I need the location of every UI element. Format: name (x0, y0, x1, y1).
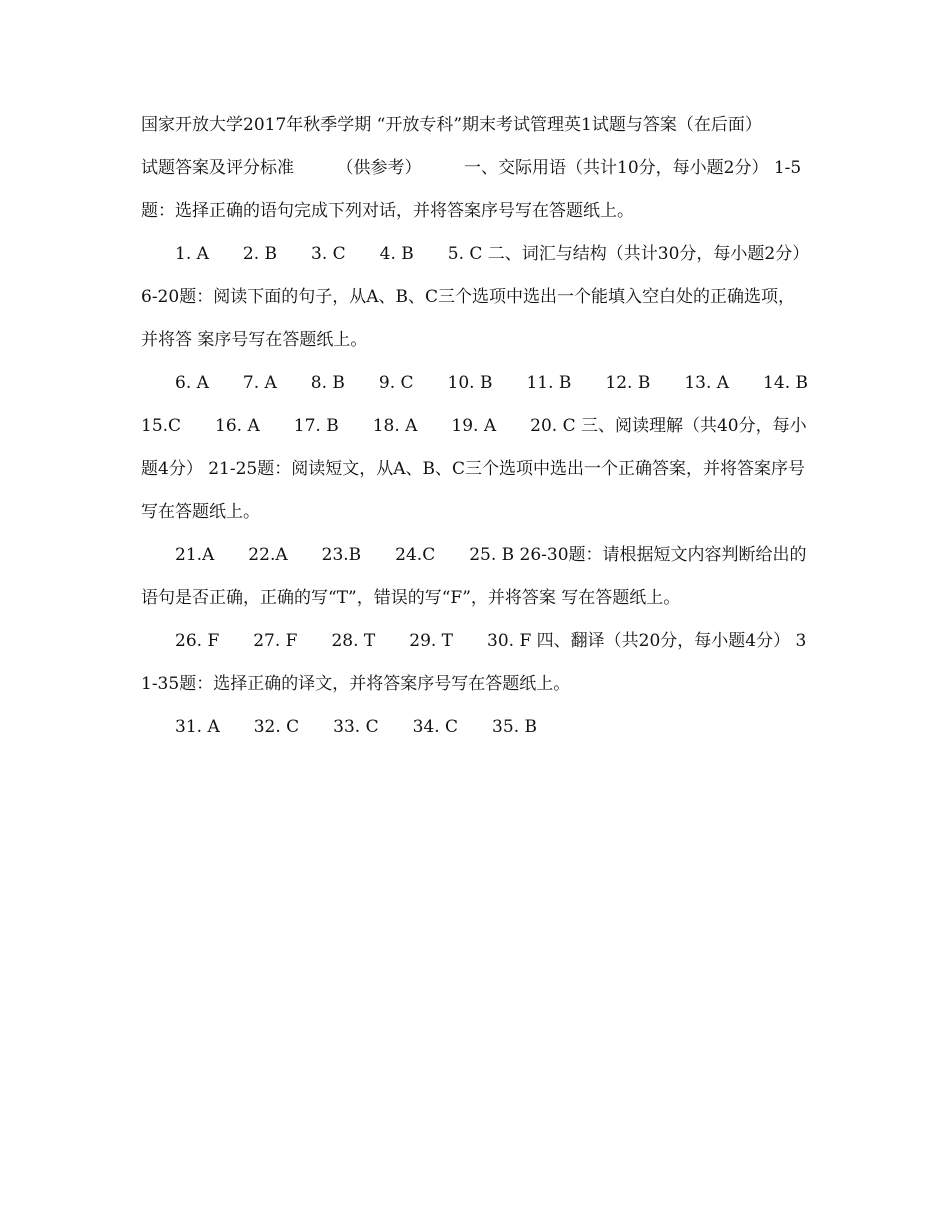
paragraph-answers-21-25: 21.A 22.A 23.B 24.C 25. B 26-30题：请根据短文内容判断给出的语句是否正确，正确的写“T”，错误的写“F”，并将答案 写在答题纸上。 (141, 545, 807, 608)
paragraph-answers-31-35: 31. A 32. C 33. C 34. C 35. B (175, 717, 537, 737)
paragraph-title-section-one: 国家开放大学2017年秋季学期 “开放专科”期末考试管理英1试题与答案（在后面） 试题答案及评分标准 （供参考） 一、交际用语（共计10分，每小题2分） 1-5题：选择正确的语句完成下列对话，并将答案序号写在答题纸上。 (141, 115, 822, 221)
document-body (141, 104, 822, 749)
paragraph-answers-1-5: 1. A 2. B 3. C 4. B 5. C 二、词汇与结构（共计30分，每小题2分） 6-20题：阅读下面的句子，从A、B、C三个选项中选出一个能填入空白处的正确选项，并将答 案序号写在答题纸上。 (141, 244, 815, 350)
paragraph-answers-6-20: 6. A 7. A 8. B 9. C 10. B 11. B 12. B 13. A 14. B15.C 16. A 17. B 18. A 19. A 20. C 三、阅读理解（共40分，每小题4分） 21-25题：阅读短文，从A、B、C三个选项中选出一个正确答案，并将答案序号写在答题纸上。 (141, 373, 808, 522)
paragraph-answers-26-30: 26. F 27. F 28. T 29. T 30. F 四、翻译（共20分，每小题4分） 31-35题：选择正确的译文，并将答案序号写在答题纸上。 (141, 631, 807, 694)
